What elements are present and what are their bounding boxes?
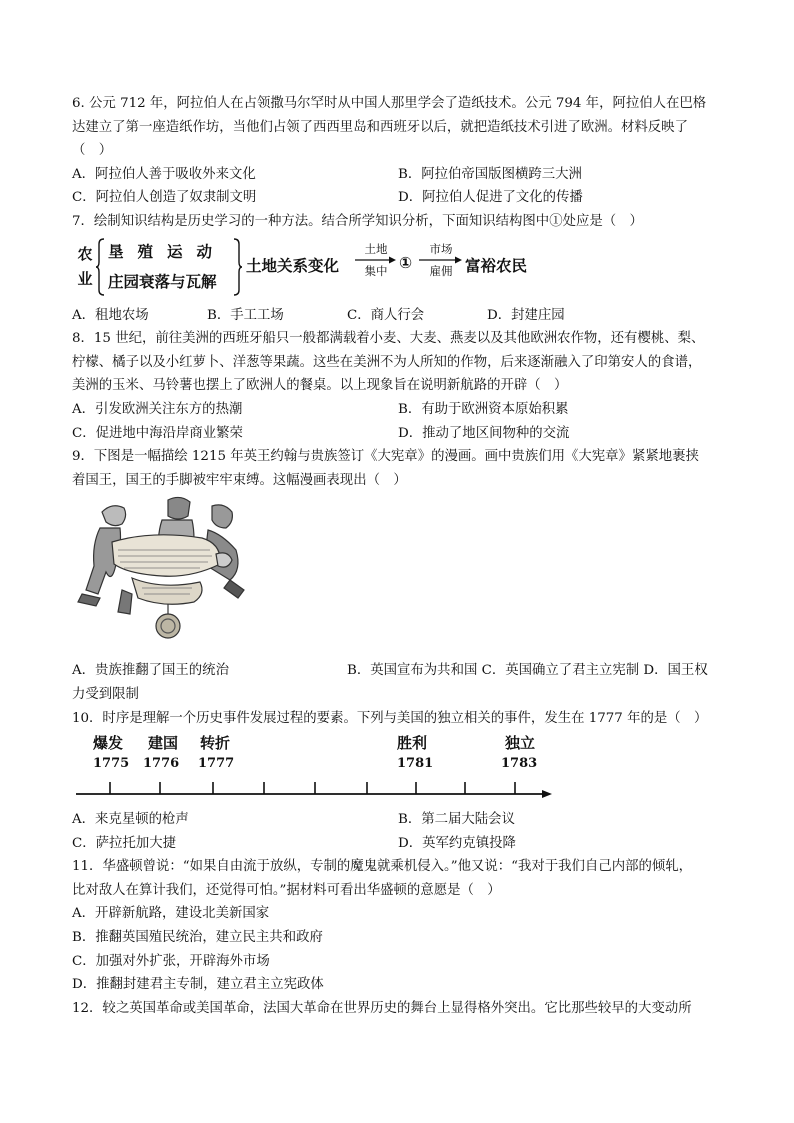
q8-options-row2	[72, 422, 724, 446]
diagram-item-manor-decline: 庄园衰落与瓦解	[108, 272, 217, 291]
q9-option-a[interactable]: A．贵族推翻了国王的统治	[72, 663, 229, 679]
diagram-rich-farmers: 富裕农民	[465, 256, 528, 275]
timeline-year-1777: 1777	[198, 756, 235, 772]
q6-option-d[interactable]: D．阿拉伯人促进了文化的传播	[398, 190, 583, 206]
question-6	[72, 92, 724, 210]
arrow1-top-label: 土地	[364, 241, 388, 256]
q8-stem-line2: 柠檬、橘子以及小红萝卜、洋葱等果蔬。这些在美洲不为人所知的作物，后来逐渐融入了印第安人的食谱，	[72, 354, 702, 370]
q7-stem: 7．绘制知识结构是历史学习的一种方法。结合所学知识分析，下面知识结构图中①处应是（ ）	[72, 213, 643, 229]
question-10	[72, 707, 724, 856]
q9-stem-line2: 着国王，国王的手脚被牢牢束缚。这幅漫画表现出（ ）	[72, 472, 407, 488]
arrow1-bottom-label: 集中	[364, 263, 388, 278]
q6-options-row1	[72, 163, 724, 187]
timeline-year-1776: 1776	[143, 756, 180, 772]
q11-stem-line1: 11．华盛顿曾说：“如果自由流于放纵，专制的魔鬼就乘机侵入。”他又说：“我对于我们自己内部的倾轧，	[72, 859, 693, 875]
timeline-label-turning-point: 转折	[200, 734, 231, 753]
q9-options-bcd[interactable]: B．英国宣布为共和国 C．英国确立了君主立宪制 D．国王权	[347, 663, 708, 679]
q8-stem-line3: 美洲的玉米、马铃薯也摆上了欧洲人的餐桌。以上现象旨在说明新航路的开辟（ ）	[72, 378, 568, 394]
q7-option-a[interactable]: A．租地农场	[72, 307, 149, 323]
q11-option-d[interactable]: D．推翻封建君主专制，建立君主立宪政体	[72, 977, 324, 993]
q11-option-c[interactable]: C．加强对外扩张，开辟海外市场	[72, 953, 270, 969]
q6-stem-line1: 6. 公元 712 年，阿拉伯人在占领撒马尔罕时从中国人那里学会了造纸技术。公元 794 年，阿拉伯人在巴格	[72, 96, 707, 111]
exam-page	[72, 92, 724, 1020]
right-brace-icon	[232, 238, 242, 296]
q12-stem-line1: 12．较之英国革命或美国革命，法国大革命在世界历史的舞台上显得格外突出。它比那些较早的大变动所	[72, 1000, 692, 1016]
q10-options-row2	[72, 832, 724, 856]
question-7	[72, 210, 724, 327]
left-brace-icon	[96, 238, 106, 296]
magna-carta-cartoon-image	[72, 494, 247, 649]
question-11	[72, 855, 724, 997]
q10-option-c[interactable]: C．萨拉托加大捷	[72, 835, 176, 851]
question-8	[72, 327, 724, 445]
q6-option-c[interactable]: C．阿拉伯人创造了奴隶制文明	[72, 190, 257, 206]
q7-options	[72, 304, 724, 328]
q8-option-d[interactable]: D．推动了地区间物种的交流	[398, 425, 570, 441]
q8-option-b[interactable]: B．有助于欧洲资本原始积累	[398, 401, 569, 417]
q8-stem-line1: 8．15 世纪，前往美洲的西班牙船只一般都满载着小麦、大麦、燕麦以及其他欧洲农作物，还有樱桃、梨、	[72, 331, 705, 347]
right-arrow-icon	[419, 256, 463, 264]
diagram-arrow-2	[419, 242, 463, 278]
q7-option-b[interactable]: B．手工工场	[207, 307, 284, 323]
q10-option-b[interactable]: B．第二届大陆会议	[398, 812, 515, 828]
arrow2-top-label: 市场	[429, 241, 453, 256]
diagram-agriculture-label	[74, 242, 96, 292]
q6-options-row2	[72, 186, 724, 210]
q6-stem-line2: 达建立了第一座造纸作坊，当他们占领了西西里岛和西班牙以后，就把造纸技术引进了欧洲。材料反映了	[72, 119, 688, 135]
q6-option-b[interactable]: B．阿拉伯帝国版图横跨三大洲	[398, 166, 582, 182]
q8-options-row1	[72, 398, 724, 422]
q8-option-a[interactable]: A．引发欧洲关注东方的热潮	[72, 401, 243, 417]
diagram-land-change: 土地关系变化	[246, 256, 340, 275]
timeline-label-outbreak: 爆发	[93, 734, 124, 753]
arrow2-bottom-label: 雇佣	[429, 263, 453, 278]
knowledge-structure-diagram	[72, 236, 724, 300]
timeline-year-1781: 1781	[397, 756, 434, 772]
q7-option-c[interactable]: C．商人行会	[347, 307, 425, 323]
q9-stem-line1: 9．下图是一幅描绘 1215 年英王约翰与贵族签订《大宪章》的漫画。画中贵族们用《大宪章》紧紧地裹挟	[72, 449, 699, 465]
timeline-label-victory: 胜利	[397, 734, 428, 753]
q10-options-row1	[72, 808, 724, 832]
independence-timeline	[72, 732, 724, 808]
q11-option-b[interactable]: B．推翻英国殖民统治，建立民主共和政府	[72, 930, 323, 946]
diagram-item-reclamation: 垦殖运动	[108, 242, 227, 261]
question-9	[72, 445, 724, 706]
question-12	[72, 997, 724, 1021]
timeline-label-independence: 独立	[505, 734, 536, 753]
q6-stem-line3: （ ）	[72, 143, 113, 159]
diagram-agriculture-text: 农业	[77, 244, 93, 288]
q6-option-a[interactable]: A．阿拉伯人善于吸收外来文化	[72, 166, 256, 182]
q10-stem: 10．时序是理解一个历史事件发展过程的要素。下列与美国的独立相关的事件，发生在 1777 年的是（ ）	[72, 710, 708, 726]
q7-option-d[interactable]: D．封建庄园	[487, 307, 565, 323]
q11-option-a[interactable]: A．开辟新航路，建设北美新国家	[72, 906, 270, 922]
q9-option-d-continued: 力受到限制	[72, 686, 139, 702]
q9-options-row	[72, 659, 724, 683]
diagram-blank-1: ①	[399, 253, 413, 272]
q10-option-a[interactable]: A．来克星顿的枪声	[72, 812, 189, 828]
q10-option-d[interactable]: D．英军约克镇投降	[398, 835, 516, 851]
timeline-axis	[72, 774, 554, 802]
q11-stem-line2: 比对敌人在算计我们，还觉得可怕。”据材料可看出华盛顿的意愿是（ ）	[72, 882, 501, 898]
timeline-label-founding: 建国	[148, 734, 179, 753]
timeline-year-1775: 1775	[93, 756, 130, 772]
q8-option-c[interactable]: C．促进地中海沿岸商业繁荣	[72, 425, 243, 441]
timeline-year-1783: 1783	[501, 756, 538, 772]
diagram-arrow-1	[355, 242, 397, 278]
right-arrow-icon	[355, 256, 397, 264]
